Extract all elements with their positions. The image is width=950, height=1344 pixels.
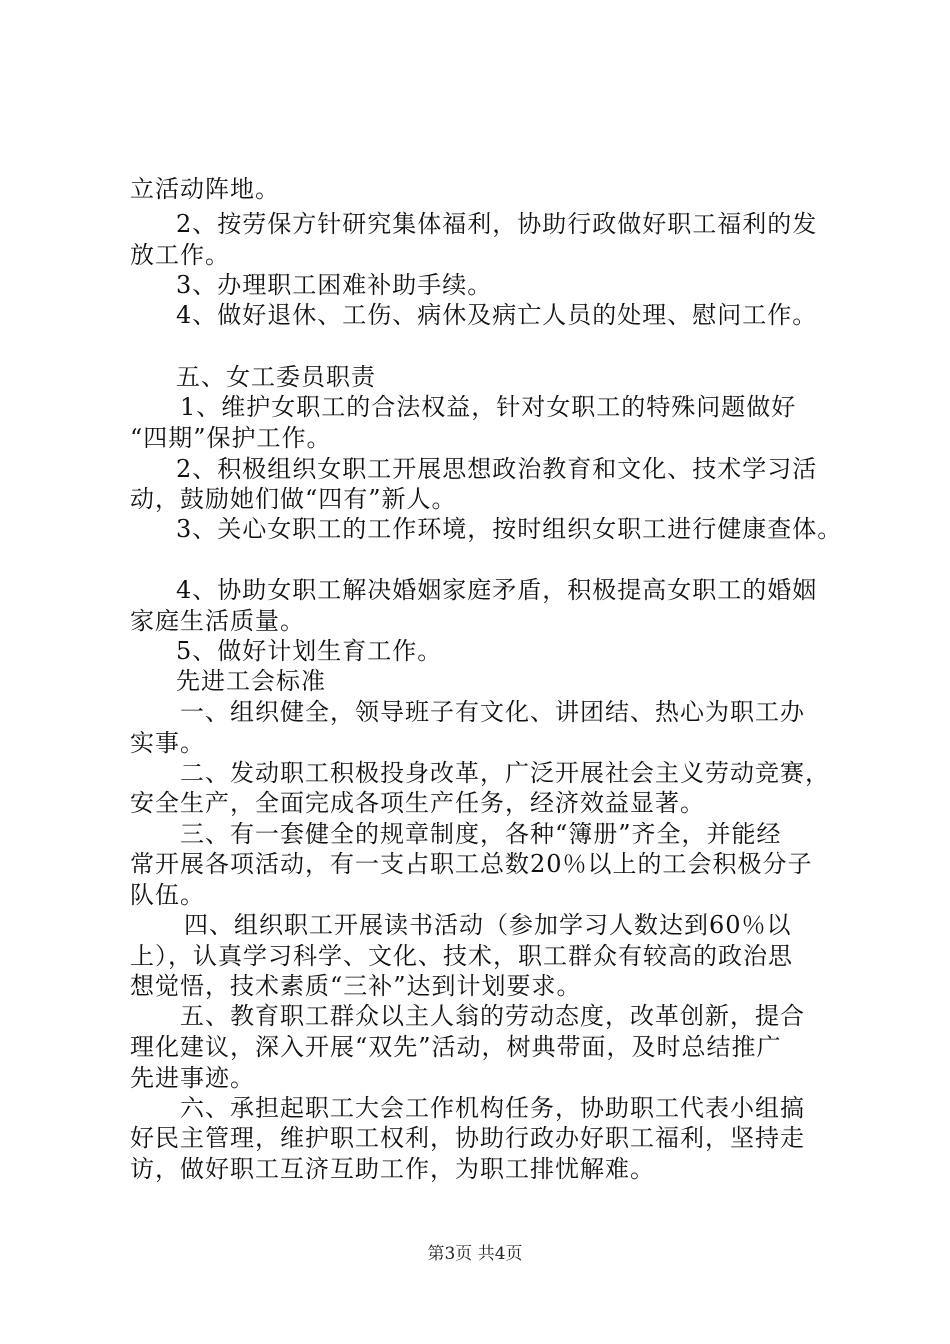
paragraph-line: 理化建议，深入开展“双先”活动，树典带面，及时总结推广 (130, 1033, 782, 1061)
paragraph-line: 六、承担起职工大会工作机构任务，协助职工代表小组搞 (180, 1094, 805, 1122)
paragraph-line: 四、组织职工开展读书活动（参加学习人数达到60％以 (184, 911, 792, 939)
section-heading: 五、女工委员职责 (176, 363, 376, 391)
paragraph-line: 4、做好退休、工伤、病休及病亡人员的处理、慰问工作。 (176, 301, 818, 329)
paragraph-line: 5、做好计划生育工作。 (176, 637, 443, 665)
paragraph-line: 立活动阵地。 (130, 175, 280, 203)
paragraph-line: 一、组织健全，领导班子有文化、讲团结、热心为职工办 (180, 698, 805, 726)
paragraph-line: 想觉悟，技术素质“三补”达到计划要求。 (130, 972, 582, 1000)
page-number-footer: 第3页 共4页 (427, 1244, 523, 1264)
paragraph-line: 安全生产，全面完成各项生产任务，经济效益显著。 (130, 789, 705, 817)
paragraph-line: 实事。 (130, 729, 205, 757)
paragraph-line: 家庭生活质量。 (130, 607, 305, 635)
paragraph-line: 4、协助女职工解决婚姻家庭矛盾，积极提高女职工的婚姻 (176, 576, 818, 604)
paragraph-line: 五、教育职工群众以主人翁的劳动态度，改革创新，提合 (180, 1002, 805, 1030)
paragraph-line: 2、按劳保方针研究集体福利，协助行政做好职工福利的发 (176, 210, 818, 238)
paragraph-line: 常开展各项活动，有一支占职工总数20％以上的工会积极分子 (130, 850, 813, 878)
paragraph-line: 上），认真学习科学、文化、技术，职工群众有较高的政治思 (130, 942, 793, 970)
paragraph-line: 三、有一套健全的规章制度，各种“簿册”齐全，并能经 (180, 820, 782, 848)
paragraph-line: 访，做好职工互济互助工作，为职工排忧解难。 (130, 1155, 655, 1183)
paragraph-line: 先进事迹。 (130, 1064, 255, 1092)
paragraph-line: 队伍。 (130, 881, 205, 909)
section-heading: 先进工会标准 (176, 667, 326, 695)
paragraph-line: 好民主管理，维护职工权利，协助行政办好职工福利，坚持走 (130, 1124, 805, 1152)
paragraph-line: 2、积极组织女职工开展思想政治教育和文化、技术学习活 (176, 455, 818, 483)
paragraph-line: 3、办理职工困难补助手续。 (176, 271, 493, 299)
paragraph-line: 动，鼓励她们做“四有”新人。 (130, 485, 457, 513)
paragraph-line: “四期”保护工作。 (130, 424, 332, 452)
paragraph-line: 1、维护女职工的合法权益，针对女职工的特殊问题做好 (180, 393, 797, 421)
paragraph-line: 放工作。 (130, 241, 230, 269)
paragraph-line: 3、关心女职工的工作环境，按时组织女职工进行健康查体。 (176, 515, 843, 543)
paragraph-line: 二、发动职工积极投身改革，广泛开展社会主义劳动竞赛， (180, 759, 830, 787)
